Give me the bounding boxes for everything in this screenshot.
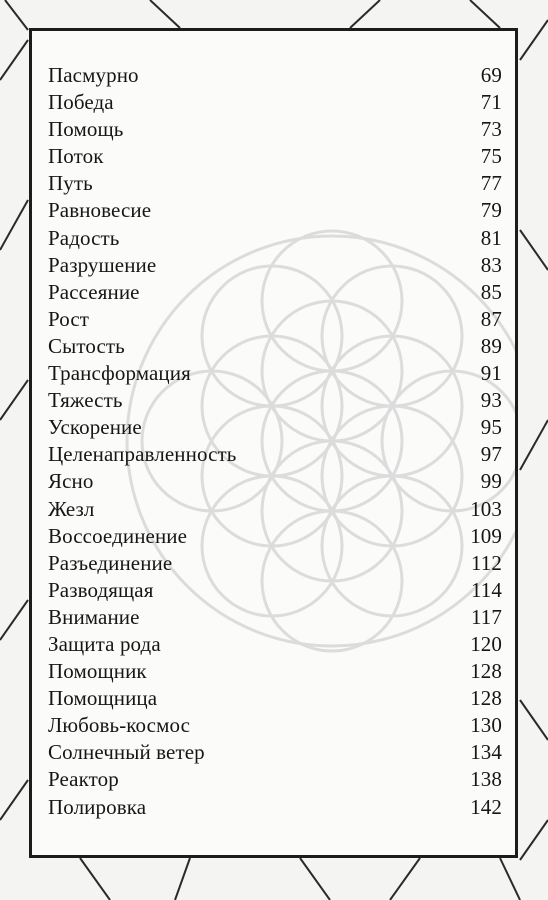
toc-entry — [48, 361, 502, 388]
toc-entry — [48, 767, 502, 794]
toc-entry — [48, 198, 502, 225]
toc-entry-title: Разводящая — [48, 577, 154, 602]
toc-entry-page: 73 — [480, 117, 502, 142]
toc-entry — [48, 740, 502, 767]
toc-entry — [48, 415, 502, 442]
toc-entry-page: 77 — [480, 171, 502, 196]
toc-entry-page: 130 — [470, 713, 502, 738]
toc-entry-title: Рост — [48, 306, 90, 331]
toc-entry-page: 112 — [470, 550, 502, 575]
toc-entry — [48, 713, 502, 740]
toc-entry — [48, 524, 502, 551]
toc-entry-title: Защита рода — [48, 631, 161, 656]
toc-entry-title: Полировка — [48, 794, 147, 819]
toc-entry-title: Целенаправленность — [48, 442, 237, 467]
toc-entry — [48, 388, 502, 415]
toc-entry — [48, 632, 502, 659]
toc-entry — [48, 497, 502, 524]
toc-entry — [48, 469, 502, 496]
toc-entry-page: 91 — [480, 361, 502, 386]
toc-entry-title: Сытость — [48, 333, 125, 358]
toc-entry-title: Реактор — [48, 767, 119, 792]
toc-entry-page: 114 — [470, 577, 502, 602]
toc-entry-title: Ясно — [48, 469, 94, 494]
toc-entry-page: 128 — [470, 659, 502, 684]
toc-entry-title: Жезл — [48, 496, 95, 521]
toc-entry-title: Внимание — [48, 604, 140, 629]
toc-entry-page: 75 — [480, 144, 502, 169]
toc-entry-page: 71 — [480, 90, 502, 115]
toc-entry-page: 99 — [480, 469, 502, 494]
toc-entry — [48, 605, 502, 632]
toc-entry — [48, 171, 502, 198]
toc-entry — [48, 117, 502, 144]
toc-entry — [48, 659, 502, 686]
toc-entry-page: 103 — [470, 496, 502, 521]
toc-entry-page: 81 — [480, 225, 502, 250]
toc-entry-page: 117 — [470, 604, 502, 629]
toc-entry — [48, 307, 502, 334]
toc-entry-title: Путь — [48, 171, 93, 196]
toc-entry-page: 109 — [470, 523, 502, 548]
toc-entry — [48, 90, 502, 117]
toc-entry — [48, 280, 502, 307]
toc-entry-page: 69 — [480, 63, 502, 87]
toc-entry-title: Любовь-космос — [48, 713, 191, 738]
toc-entry — [48, 686, 502, 713]
toc-entry — [48, 334, 502, 361]
toc-entry-title: Разрушение — [48, 252, 157, 277]
toc-entry-page: 97 — [480, 442, 502, 467]
toc-entry — [48, 63, 502, 90]
toc-entry-title: Разъединение — [48, 550, 173, 575]
table-of-contents — [48, 63, 502, 822]
toc-entry-page: 87 — [480, 306, 502, 331]
toc-entry-title: Радость — [48, 225, 120, 250]
toc-entry-page: 134 — [470, 740, 502, 765]
toc-entry-title: Помощница — [48, 686, 158, 711]
toc-entry — [48, 551, 502, 578]
toc-entry-title: Победа — [48, 90, 114, 115]
toc-entry-title: Рассеяние — [48, 279, 140, 304]
toc-entry-title: Тяжесть — [48, 388, 123, 413]
toc-entry-page: 93 — [480, 388, 502, 413]
toc-entry-page: 142 — [470, 794, 502, 819]
content-frame — [29, 28, 518, 858]
toc-entry-page: 95 — [480, 415, 502, 440]
toc-entry-page: 120 — [470, 631, 502, 656]
toc-entry-page: 138 — [470, 767, 502, 792]
toc-entry-title: Помощник — [48, 659, 147, 684]
toc-entry — [48, 226, 502, 253]
toc-entry-title: Воссоединение — [48, 523, 188, 548]
toc-entry-page: 85 — [480, 279, 502, 304]
toc-entry-page: 79 — [480, 198, 502, 223]
toc-entry — [48, 442, 502, 469]
toc-entry — [48, 578, 502, 605]
toc-entry-page: 128 — [470, 686, 502, 711]
toc-entry-title: Трансформация — [48, 361, 191, 386]
toc-entry-page: 89 — [480, 333, 502, 358]
toc-entry-title: Ускорение — [48, 415, 142, 440]
toc-entry — [48, 795, 502, 822]
toc-entry — [48, 253, 502, 280]
toc-entry-title: Равновесие — [48, 198, 152, 223]
toc-entry — [48, 144, 502, 171]
toc-entry-page: 83 — [480, 252, 502, 277]
toc-entry-title: Пасмурно — [48, 63, 139, 87]
toc-entry-title: Поток — [48, 144, 104, 169]
toc-entry-title: Солнечный ветер — [48, 740, 205, 765]
toc-entry-title: Помощь — [48, 117, 124, 142]
